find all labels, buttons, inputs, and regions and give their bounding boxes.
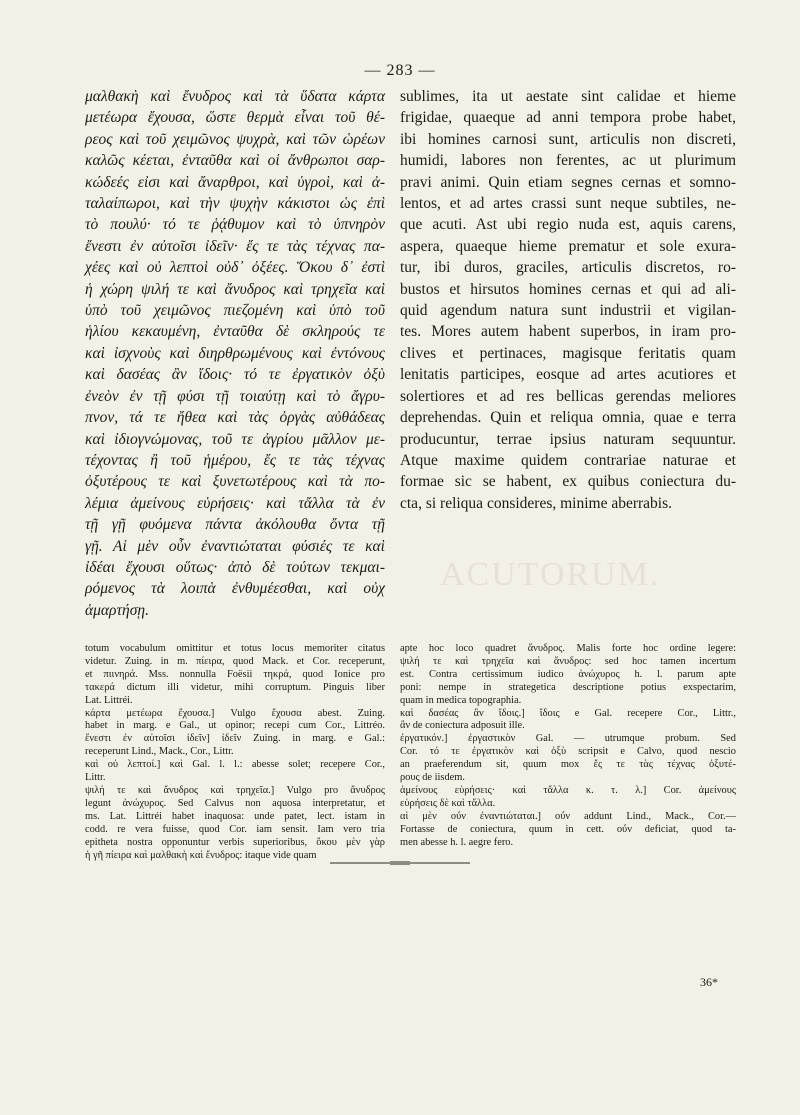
greek-text-line: τῇ γῇ φυόμενα πάντα ἀκόλουθα ὄντα τῇ bbox=[85, 516, 385, 534]
footnote-line: κάρτα μετέωρα ἔχουσα.] Vulgo ἔχουσα abest. Zuing. bbox=[85, 707, 385, 719]
footnote-line: καὶ δασέας ἂν ἴδοις.] ἴδοις e Gal. recepere Cor., Littr., bbox=[400, 707, 736, 719]
greek-text-column bbox=[85, 86, 385, 621]
footnote-line: ἔνεστι ἐν αὐτοῖσι ἰδεῖν] ἰδεῖν Zuing. in marg. e Gal.: bbox=[85, 733, 385, 745]
latin-text-line: cta, si reliqua consideres, minime aberrabis. bbox=[400, 494, 673, 512]
latin-text-line: lentos, et ad artes crassi sunt neque subtiles, ne- bbox=[400, 195, 736, 213]
footnote-line: men abesse h. l. aegre fero. bbox=[400, 836, 514, 848]
footnote-line: an praeferendum sit, quum mox ἔς τε τὰς τέχνας ὀξυτέ- bbox=[400, 759, 736, 771]
greek-text-line: γῇ. Αἱ μὲν οὖν ἐναντιώταται φύσιές τε καὶ bbox=[85, 537, 385, 555]
greek-text-line: ἡ χώρη ψιλή τε καὶ ἄνυδρος καὶ τρηχεῖα καὶ bbox=[85, 280, 385, 298]
latin-text-line: ibi homines carnosi sunt, articulis non discreti, bbox=[400, 130, 736, 148]
signature-mark: 36* bbox=[700, 975, 718, 989]
footnote-line: ἐργατικόν.] ἐργαστικὸν Gal. — utrumque probum. Sed bbox=[400, 733, 736, 745]
greek-text-line: καὶ ἰσχνοὺς καὶ διηρθρωμένους καὶ ἐντόνους bbox=[85, 344, 385, 362]
footnote-line: videtur. Zuing. in m. πίειρα, quod Mack. et Cor. receperunt, bbox=[85, 655, 385, 667]
latin-text-line: quid agendum natura sunt industrii et vigilan- bbox=[400, 302, 736, 320]
latin-text-line: deprehendas. Quin et reliqua omnia, quae e terra bbox=[400, 409, 736, 427]
greek-text-line: ὑπὸ τοῦ χειμῶνος πιεζομένη καὶ ὑπὸ τοῦ bbox=[85, 302, 385, 320]
latin-text-line: frigidae, quaeque ad anni tempora probe habet, bbox=[400, 109, 736, 127]
footnote-line: apte hoc loco quadret ἄνυδρος. Malis forte hoc ordine legere: bbox=[400, 643, 736, 654]
latin-translation-column bbox=[400, 86, 736, 514]
greek-text-line: ἔνεστι ἐν αὐτοῖσι ἰδεῖν· ἔς τε τὰς τέχνας πα- bbox=[85, 237, 385, 255]
greek-text-line: ρόμενος τὰ λοιπὰ ἐνθυμέεσθαι, καὶ οὐχ bbox=[85, 580, 385, 598]
footnote-line: καὶ οὐ λεπτοί.] καὶ Gal. l. l.: abesse solet; recepere Cor., bbox=[85, 759, 385, 771]
footnote-line: est. Contra certissimum iudico ἀνώχυρος h. l. parum apte bbox=[400, 668, 736, 680]
latin-text-line: Atque maxime quidem contrariae naturae et bbox=[400, 451, 736, 469]
latin-text-line: tur, ibi duros, graciles, articulis discretos, ro- bbox=[400, 259, 736, 277]
footnote-line: ρους de iisdem. bbox=[400, 772, 465, 784]
greek-text-line: λέμια ἀμείνους εὑρήσεις· καὶ τἄλλα τὰ ἐν bbox=[85, 494, 385, 512]
footnote-line: ms. Lat. Littréi habet inaquosa: unde patet, lect. istam in bbox=[85, 810, 385, 822]
greek-text-line: ἐνεὸν ἐν τῇ φύσι τῇ τοιαύτῃ καὶ τὸ ἄγρυ- bbox=[85, 387, 385, 405]
latin-text-line: tes. Mores autem habent superbos, in iram pro- bbox=[400, 323, 736, 341]
latin-text-line: clives et pertinaces, magisque feritatis quam bbox=[400, 344, 736, 362]
page-number: — 283 — bbox=[364, 62, 436, 79]
footnote-line: ψιλή τε καὶ ἄνυδρος καὶ τρηχεῖα.] Vulgo pro ἄνυδρος bbox=[85, 784, 385, 796]
greek-text-line: ὀξυτέρους τε καὶ ξυνετωτέρους καὶ τὰ πο- bbox=[85, 473, 385, 491]
latin-text-line: producuntur, terrae ipsius naturam sequuntur. bbox=[400, 430, 736, 448]
ornamental-rule bbox=[330, 860, 470, 866]
footnote-line: Cor. τό τε ἐργατικὸν καὶ ὀξὺ scripsit e Calvo, quod nescio bbox=[400, 746, 736, 758]
footnote-line: et πιινηρά. Mss. nonnulla Foësii τηκρά, quod Ionice pro bbox=[85, 668, 385, 680]
latin-text-line: que acuti. Ast ubi regio nuda est, aquis carens, bbox=[400, 216, 736, 234]
bleed-through-text: ACUTORUM. bbox=[440, 556, 661, 593]
greek-text-line: πνον, τά τε ἤθεα καὶ τὰς ὀργὰς αὐθάδεας bbox=[85, 409, 385, 427]
greek-text-line: μετέωρα ἔχουσα, ὥστε θερμὰ εἶναι τοῦ θέ- bbox=[85, 109, 385, 127]
latin-text-line: pravi animi. Quin etiam segnes cernas et somno- bbox=[400, 173, 736, 191]
footnotes-left-column bbox=[85, 643, 385, 862]
greek-text-line: χέες καὶ οὐ λεπτοὶ οὐδ᾽ ὀξέες. Ὅκου δ᾽ ἐστὶ bbox=[85, 259, 385, 277]
latin-text-line: formae sic se habent, ex quibus coniectura du- bbox=[400, 473, 736, 491]
latin-text-line: bustos et hirsutos homines cernas et qui ad ali- bbox=[400, 280, 736, 298]
footnote-line: epitheta nostra opponuntur verbis superioribus, ὅκου μὲν γὰρ bbox=[85, 836, 385, 848]
footnote-line: αἱ μὲν οὖν ἐναντιώταται.] οὖν addunt Lind., Mack., Cor.— bbox=[400, 810, 736, 822]
footnote-line: ἡ γῆ πίειρα καὶ μαλθακὴ καὶ ἔνυδρος: itaque vide quam bbox=[85, 849, 317, 861]
footnote-line: ἀμείνους εὑρήσεις· καὶ τἄλλα κ. τ. λ.] Cor. ἀμείνους bbox=[400, 784, 736, 796]
footnote-line: quam in medica topographia. bbox=[400, 694, 522, 706]
footnote-line: legunt ἀνώχυρος. Sed Calvus non aquosa interpretatur, et bbox=[85, 797, 385, 809]
greek-text-line: καὶ ἰδιογνώμονας, τοῦ τε ἀγρίου μᾶλλον με- bbox=[85, 430, 385, 448]
greek-text-line: ἁμαρτήσῃ. bbox=[85, 601, 149, 619]
greek-text-line: μαλθακὴ καὶ ἔνυδρος καὶ τὰ ὕδατα κάρτα bbox=[85, 88, 385, 105]
footnote-line: receperunt Lind., Mack., Cor., Littr. bbox=[85, 746, 234, 758]
greek-text-line: τὸ πουλύ· τό τε ῥᾴθυμον καὶ τὸ ὑπνηρὸν bbox=[85, 216, 385, 234]
greek-text-line: ταλαίπωροι, καὶ τὴν ψυχὴν κάκιστοι ὡς ἐπὶ bbox=[85, 195, 385, 213]
footnote-line: Fortasse de coniectura, quum in cett. οὖν deficiat, quod ta- bbox=[400, 823, 736, 835]
footnote-line: Littr. bbox=[85, 772, 106, 784]
footnote-line: ἂν de coniectura adposuit ille. bbox=[400, 720, 525, 732]
greek-text-line: τέχοντας ἢ τοῦ ἡμέρου, ἔς τε τὰς τέχνας bbox=[85, 451, 385, 469]
latin-text-line: aspera, quaeque hieme prematur et sole exura- bbox=[400, 237, 736, 255]
footnote-line: habet in marg. e Gal., ut opinor; recepi cum Cor., Littréo. bbox=[85, 720, 385, 732]
footnote-line: poni: nempe in strategetica descriptione potius exspectarim, bbox=[400, 681, 736, 693]
latin-text-line: solertiores et ad res bellicas gerendas meliores bbox=[400, 387, 736, 405]
latin-text-line: humidi, labores non ferentes, ac ut plurimum bbox=[400, 152, 736, 170]
greek-text-line: ρεος καὶ τοῦ χειμῶνος ψυχρὰ, καὶ τῶν ὡρέων bbox=[85, 130, 385, 148]
latin-text-line: lenitatis participes, eosque ad artes acutiores et bbox=[400, 366, 736, 384]
greek-text-line: κώδεές εἰσι καὶ ἄναρθροι, καὶ ὑγροὶ, καὶ ἀ- bbox=[85, 173, 385, 191]
footnotes-right-column bbox=[400, 643, 736, 850]
greek-text-line: ἰδέαι ἔχουσι οὕτως· ἀπὸ δὲ τούτων τεκμαι- bbox=[85, 558, 385, 576]
footnote-line: Lat. Littréi. bbox=[85, 694, 133, 706]
greek-text-line: καλῶς κέεται, ἐνταῦθα καὶ οἱ ἄνθρωποι σαρ- bbox=[85, 152, 385, 170]
footnote-line: τακερά dictum illi videtur, mihi corruptum. Pinguis liber bbox=[85, 681, 385, 693]
footnote-line: εὑρήσεις δὲ καὶ τἄλλα. bbox=[400, 797, 496, 809]
greek-text-line: ἡλίου κεκαυμένη, ἐνταῦθα δὲ σκληρούς τε bbox=[85, 323, 385, 341]
greek-text-line: καὶ δασέας ἂν ἴδοις· τό τε ἐργατικὸν ὀξὺ bbox=[85, 366, 385, 384]
footnote-line: totum vocabulum omittitur et totus locus memoriter citatus bbox=[85, 643, 385, 654]
footnote-line: ψιλή τε καὶ τρηχεῖα καὶ ἄνυδρος: sed hoc tamen incertum bbox=[400, 655, 736, 667]
footnote-line: codd. re vera fuisse, quod Cor. iam sensit. Iam vero tria bbox=[85, 823, 385, 835]
latin-text-line: sublimes, ita ut aestate sint calidae et hieme bbox=[400, 88, 736, 105]
